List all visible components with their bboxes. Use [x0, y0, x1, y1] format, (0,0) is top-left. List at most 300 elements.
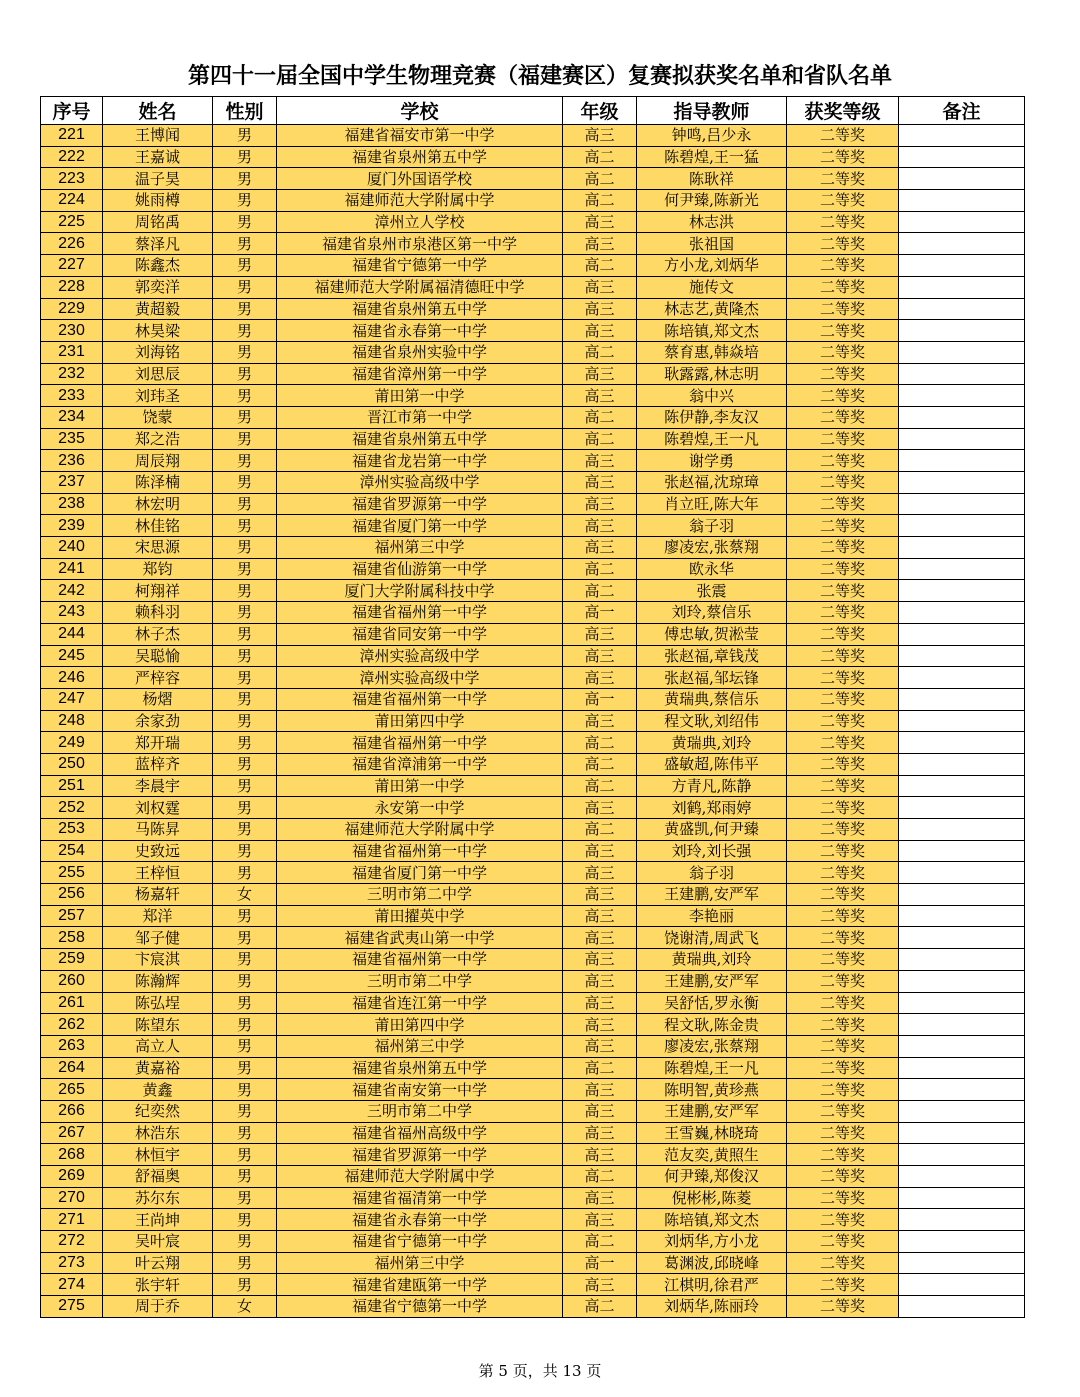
cell-grade: 高三	[563, 450, 637, 472]
cell-school: 三明市第二中学	[277, 970, 563, 992]
cell-school: 福建省福州第一中学	[277, 688, 563, 710]
table-row	[41, 927, 1025, 949]
cell-number: 236	[41, 450, 103, 472]
cell-award: 二等奖	[787, 819, 899, 841]
cell-grade: 高二	[563, 558, 637, 580]
cell-name: 陈弘埕	[103, 992, 213, 1014]
cell-grade: 高三	[563, 992, 637, 1014]
cell-school: 莆田第四中学	[277, 1014, 563, 1036]
cell-award: 二等奖	[787, 884, 899, 906]
cell-name: 舒福奥	[103, 1166, 213, 1188]
cell-number: 245	[41, 645, 103, 667]
table-row	[41, 840, 1025, 862]
table-row	[41, 819, 1025, 841]
cell-note	[899, 1166, 1025, 1188]
cell-name: 纪奕然	[103, 1100, 213, 1122]
cell-gender: 男	[213, 493, 277, 515]
cell-number: 223	[41, 168, 103, 190]
cell-award: 二等奖	[787, 558, 899, 580]
cell-grade: 高三	[563, 1144, 637, 1166]
cell-grade: 高三	[563, 1187, 637, 1209]
cell-school: 莆田擢英中学	[277, 905, 563, 927]
cell-name: 饶蒙	[103, 406, 213, 428]
cell-school: 福建省南安第一中学	[277, 1079, 563, 1101]
cell-gender: 男	[213, 450, 277, 472]
table-row	[41, 298, 1025, 320]
cell-name: 吴叶宸	[103, 1231, 213, 1253]
table-row	[41, 710, 1025, 732]
cell-note	[899, 602, 1025, 624]
cell-number: 275	[41, 1296, 103, 1318]
cell-name: 林昊梁	[103, 320, 213, 342]
table-row	[41, 862, 1025, 884]
cell-teacher: 饶谢清,周武飞	[637, 927, 787, 949]
table-row	[41, 1166, 1025, 1188]
cell-name: 陈瀚辉	[103, 970, 213, 992]
cell-name: 王尚坤	[103, 1209, 213, 1231]
cell-gender: 男	[213, 688, 277, 710]
cell-number: 256	[41, 884, 103, 906]
cell-name: 郑之浩	[103, 428, 213, 450]
cell-name: 王博闻	[103, 125, 213, 147]
cell-teacher: 张震	[637, 580, 787, 602]
cell-school: 福建省同安第一中学	[277, 623, 563, 645]
cell-number: 270	[41, 1187, 103, 1209]
cell-name: 林佳铭	[103, 515, 213, 537]
cell-teacher: 李艳丽	[637, 905, 787, 927]
cell-school: 福建省宁德第一中学	[277, 1231, 563, 1253]
cell-note	[899, 927, 1025, 949]
cell-gender: 男	[213, 298, 277, 320]
cell-note	[899, 1057, 1025, 1079]
table-row	[41, 645, 1025, 667]
cell-grade: 高三	[563, 927, 637, 949]
cell-grade: 高三	[563, 667, 637, 689]
cell-teacher: 何尹臻,郑俊汉	[637, 1166, 787, 1188]
table-row	[41, 1231, 1025, 1253]
cell-grade: 高三	[563, 472, 637, 494]
cell-teacher: 盛敏超,陈伟平	[637, 753, 787, 775]
cell-award: 二等奖	[787, 1014, 899, 1036]
cell-name: 余家劲	[103, 710, 213, 732]
cell-number: 237	[41, 472, 103, 494]
table-row	[41, 1035, 1025, 1057]
cell-gender: 男	[213, 710, 277, 732]
cell-grade: 高三	[563, 1035, 637, 1057]
cell-award: 二等奖	[787, 1209, 899, 1231]
cell-gender: 男	[213, 276, 277, 298]
cell-note	[899, 645, 1025, 667]
cell-note	[899, 623, 1025, 645]
cell-number: 243	[41, 602, 103, 624]
cell-school: 福建省福州第一中学	[277, 949, 563, 971]
cell-number: 242	[41, 580, 103, 602]
cell-number: 231	[41, 341, 103, 363]
cell-number: 225	[41, 211, 103, 233]
cell-number: 268	[41, 1144, 103, 1166]
cell-number: 271	[41, 1209, 103, 1231]
cell-note	[899, 1079, 1025, 1101]
cell-school: 福建省厦门第一中学	[277, 515, 563, 537]
cell-number: 269	[41, 1166, 103, 1188]
cell-school: 福建省泉州第五中学	[277, 146, 563, 168]
cell-name: 黄超毅	[103, 298, 213, 320]
cell-gender: 男	[213, 363, 277, 385]
cell-teacher: 范友奕,黄照生	[637, 1144, 787, 1166]
cell-number: 248	[41, 710, 103, 732]
cell-grade: 高三	[563, 125, 637, 147]
cell-note	[899, 1144, 1025, 1166]
cell-gender: 男	[213, 797, 277, 819]
table-row	[41, 233, 1025, 255]
cell-teacher: 傅忠敏,贺淞莹	[637, 623, 787, 645]
cell-school: 漳州实验高级中学	[277, 472, 563, 494]
cell-number: 267	[41, 1122, 103, 1144]
cell-name: 陈望东	[103, 1014, 213, 1036]
cell-grade: 高二	[563, 580, 637, 602]
cell-teacher: 翁中兴	[637, 385, 787, 407]
cell-award: 二等奖	[787, 298, 899, 320]
table-row	[41, 1014, 1025, 1036]
cell-gender: 男	[213, 515, 277, 537]
cell-grade: 高三	[563, 970, 637, 992]
cell-teacher: 钟鸣,吕少永	[637, 125, 787, 147]
cell-school: 莆田第一中学	[277, 385, 563, 407]
cell-school: 漳州实验高级中学	[277, 667, 563, 689]
cell-gender: 男	[213, 1079, 277, 1101]
cell-name: 宋思源	[103, 537, 213, 559]
cell-award: 二等奖	[787, 970, 899, 992]
cell-award: 二等奖	[787, 623, 899, 645]
cell-award: 二等奖	[787, 1057, 899, 1079]
cell-name: 李晨宇	[103, 775, 213, 797]
cell-grade: 高三	[563, 276, 637, 298]
column-header: 学校	[277, 97, 563, 125]
cell-number: 230	[41, 320, 103, 342]
cell-grade: 高三	[563, 623, 637, 645]
column-header: 姓名	[103, 97, 213, 125]
cell-note	[899, 710, 1025, 732]
table-row	[41, 1122, 1025, 1144]
cell-school: 福建省福州第一中学	[277, 732, 563, 754]
cell-school: 福建省泉州第五中学	[277, 298, 563, 320]
cell-gender: 男	[213, 602, 277, 624]
cell-grade: 高三	[563, 515, 637, 537]
cell-school: 福建师范大学附属中学	[277, 1166, 563, 1188]
cell-teacher: 黄瑞典,蔡信乐	[637, 688, 787, 710]
table-row	[41, 341, 1025, 363]
cell-school: 福建省泉州第五中学	[277, 428, 563, 450]
cell-note	[899, 558, 1025, 580]
cell-gender: 男	[213, 1252, 277, 1274]
cell-grade: 高三	[563, 537, 637, 559]
cell-grade: 高二	[563, 732, 637, 754]
cell-name: 林宏明	[103, 493, 213, 515]
table-row	[41, 276, 1025, 298]
cell-note	[899, 905, 1025, 927]
cell-name: 苏尔东	[103, 1187, 213, 1209]
cell-number: 259	[41, 949, 103, 971]
cell-teacher: 陈明智,黄珍燕	[637, 1079, 787, 1101]
cell-gender: 男	[213, 905, 277, 927]
cell-gender: 男	[213, 1100, 277, 1122]
cell-award: 二等奖	[787, 1144, 899, 1166]
cell-teacher: 陈碧煌,王一猛	[637, 146, 787, 168]
cell-grade: 高三	[563, 1209, 637, 1231]
cell-school: 福建省泉州第五中学	[277, 1057, 563, 1079]
cell-note	[899, 970, 1025, 992]
cell-award: 二等奖	[787, 450, 899, 472]
cell-note	[899, 515, 1025, 537]
cell-name: 王梓恒	[103, 862, 213, 884]
table-row	[41, 797, 1025, 819]
cell-number: 249	[41, 732, 103, 754]
cell-grade: 高一	[563, 602, 637, 624]
cell-note	[899, 472, 1025, 494]
cell-school: 福建省龙岩第一中学	[277, 450, 563, 472]
cell-award: 二等奖	[787, 1231, 899, 1253]
column-header: 性别	[213, 97, 277, 125]
cell-note	[899, 493, 1025, 515]
cell-note	[899, 1209, 1025, 1231]
cell-school: 福建师范大学附属中学	[277, 819, 563, 841]
cell-note	[899, 428, 1025, 450]
cell-teacher: 王建鹏,安严军	[637, 970, 787, 992]
cell-award: 二等奖	[787, 1187, 899, 1209]
table-row	[41, 1079, 1025, 1101]
table-row	[41, 623, 1025, 645]
cell-teacher: 施传文	[637, 276, 787, 298]
cell-grade: 高一	[563, 688, 637, 710]
cell-note	[899, 840, 1025, 862]
cell-number: 247	[41, 688, 103, 710]
cell-gender: 男	[213, 992, 277, 1014]
cell-teacher: 翁子羽	[637, 862, 787, 884]
cell-award: 二等奖	[787, 363, 899, 385]
cell-teacher: 刘玲,蔡信乐	[637, 602, 787, 624]
cell-number: 273	[41, 1252, 103, 1274]
cell-award: 二等奖	[787, 1166, 899, 1188]
cell-name: 严梓容	[103, 667, 213, 689]
cell-grade: 高三	[563, 211, 637, 233]
cell-name: 吴聪愉	[103, 645, 213, 667]
cell-teacher: 何尹臻,陈新光	[637, 190, 787, 212]
cell-teacher: 蔡育惠,韩焱培	[637, 341, 787, 363]
cell-note	[899, 884, 1025, 906]
cell-school: 福建省武夷山第一中学	[277, 927, 563, 949]
cell-teacher: 黄瑞典,刘玲	[637, 732, 787, 754]
cell-teacher: 刘鹤,郑雨婷	[637, 797, 787, 819]
cell-school: 福建省厦门第一中学	[277, 862, 563, 884]
cell-teacher: 翁子羽	[637, 515, 787, 537]
cell-name: 郑钧	[103, 558, 213, 580]
cell-grade: 高一	[563, 1252, 637, 1274]
cell-number: 254	[41, 840, 103, 862]
cell-award: 二等奖	[787, 255, 899, 277]
cell-number: 235	[41, 428, 103, 450]
cell-number: 224	[41, 190, 103, 212]
cell-number: 253	[41, 819, 103, 841]
cell-name: 王嘉诚	[103, 146, 213, 168]
cell-gender: 男	[213, 428, 277, 450]
cell-number: 255	[41, 862, 103, 884]
cell-grade: 高三	[563, 840, 637, 862]
table-row	[41, 558, 1025, 580]
cell-name: 郭奕洋	[103, 276, 213, 298]
cell-award: 二等奖	[787, 1035, 899, 1057]
cell-gender: 男	[213, 1209, 277, 1231]
cell-school: 福建省宁德第一中学	[277, 1296, 563, 1318]
cell-gender: 男	[213, 190, 277, 212]
cell-name: 赖科羽	[103, 602, 213, 624]
cell-grade: 高三	[563, 949, 637, 971]
cell-award: 二等奖	[787, 927, 899, 949]
cell-teacher: 张赵福,沈琼璋	[637, 472, 787, 494]
cell-award: 二等奖	[787, 146, 899, 168]
cell-award: 二等奖	[787, 1274, 899, 1296]
cell-teacher: 张赵福,章钱茂	[637, 645, 787, 667]
cell-gender: 男	[213, 320, 277, 342]
cell-award: 二等奖	[787, 862, 899, 884]
table-row	[41, 753, 1025, 775]
cell-school: 福建省福州高级中学	[277, 1122, 563, 1144]
table-row	[41, 211, 1025, 233]
cell-gender: 男	[213, 125, 277, 147]
cell-award: 二等奖	[787, 753, 899, 775]
table-header-row	[41, 97, 1025, 125]
table-row	[41, 320, 1025, 342]
cell-award: 二等奖	[787, 840, 899, 862]
table-row	[41, 1209, 1025, 1231]
table-row	[41, 1187, 1025, 1209]
cell-gender: 男	[213, 862, 277, 884]
cell-number: 262	[41, 1014, 103, 1036]
cell-number: 252	[41, 797, 103, 819]
cell-school: 福建省漳州第一中学	[277, 363, 563, 385]
cell-note	[899, 1100, 1025, 1122]
cell-grade: 高三	[563, 320, 637, 342]
cell-school: 福州第三中学	[277, 537, 563, 559]
table-row	[41, 602, 1025, 624]
cell-award: 二等奖	[787, 233, 899, 255]
cell-note	[899, 341, 1025, 363]
cell-award: 二等奖	[787, 537, 899, 559]
cell-number: 241	[41, 558, 103, 580]
cell-note	[899, 797, 1025, 819]
table-row	[41, 1100, 1025, 1122]
cell-gender: 男	[213, 1187, 277, 1209]
cell-name: 刘权霆	[103, 797, 213, 819]
cell-name: 周于乔	[103, 1296, 213, 1318]
cell-gender: 男	[213, 341, 277, 363]
cell-gender: 男	[213, 385, 277, 407]
cell-grade: 高三	[563, 884, 637, 906]
cell-award: 二等奖	[787, 667, 899, 689]
cell-name: 郑洋	[103, 905, 213, 927]
cell-school: 三明市第二中学	[277, 1100, 563, 1122]
cell-number: 229	[41, 298, 103, 320]
cell-gender: 男	[213, 406, 277, 428]
cell-note	[899, 1122, 1025, 1144]
cell-gender: 男	[213, 949, 277, 971]
table-row	[41, 1144, 1025, 1166]
cell-grade: 高三	[563, 1122, 637, 1144]
table-row	[41, 385, 1025, 407]
cell-grade: 高三	[563, 710, 637, 732]
cell-teacher: 刘炳华,方小龙	[637, 1231, 787, 1253]
cell-award: 二等奖	[787, 385, 899, 407]
cell-note	[899, 1296, 1025, 1318]
cell-gender: 男	[213, 146, 277, 168]
cell-grade: 高二	[563, 753, 637, 775]
cell-number: 232	[41, 363, 103, 385]
cell-number: 265	[41, 1079, 103, 1101]
cell-award: 二等奖	[787, 905, 899, 927]
cell-school: 福建省永春第一中学	[277, 320, 563, 342]
cell-school: 福建省建瓯第一中学	[277, 1274, 563, 1296]
column-header: 序号	[41, 97, 103, 125]
cell-teacher: 陈培镇,郑文杰	[637, 1209, 787, 1231]
cell-school: 福建省漳浦第一中学	[277, 753, 563, 775]
cell-grade: 高二	[563, 146, 637, 168]
cell-gender: 男	[213, 1274, 277, 1296]
cell-teacher: 林志艺,黄隆杰	[637, 298, 787, 320]
cell-name: 黄鑫	[103, 1079, 213, 1101]
cell-note	[899, 233, 1025, 255]
cell-grade: 高二	[563, 168, 637, 190]
cell-grade: 高二	[563, 428, 637, 450]
cell-name: 陈泽楠	[103, 472, 213, 494]
cell-school: 福建师范大学附属福清德旺中学	[277, 276, 563, 298]
cell-award: 二等奖	[787, 1079, 899, 1101]
cell-school: 福建省福安市第一中学	[277, 125, 563, 147]
cell-teacher: 陈碧煌,王一凡	[637, 1057, 787, 1079]
cell-name: 蓝梓齐	[103, 753, 213, 775]
cell-award: 二等奖	[787, 406, 899, 428]
table-row	[41, 667, 1025, 689]
cell-grade: 高三	[563, 385, 637, 407]
cell-number: 261	[41, 992, 103, 1014]
cell-award: 二等奖	[787, 276, 899, 298]
cell-award: 二等奖	[787, 341, 899, 363]
cell-gender: 男	[213, 168, 277, 190]
cell-note	[899, 688, 1025, 710]
cell-school: 福建省福州第一中学	[277, 840, 563, 862]
cell-number: 221	[41, 125, 103, 147]
table-row	[41, 450, 1025, 472]
cell-name: 姚雨樽	[103, 190, 213, 212]
cell-teacher: 王建鹏,安严军	[637, 1100, 787, 1122]
cell-gender: 男	[213, 580, 277, 602]
cell-grade: 高三	[563, 862, 637, 884]
cell-school: 福州第三中学	[277, 1252, 563, 1274]
cell-name: 周辰翔	[103, 450, 213, 472]
cell-note	[899, 862, 1025, 884]
cell-award: 二等奖	[787, 1122, 899, 1144]
cell-name: 陈鑫杰	[103, 255, 213, 277]
cell-award: 二等奖	[787, 515, 899, 537]
cell-school: 福建省福州第一中学	[277, 602, 563, 624]
cell-note	[899, 146, 1025, 168]
table-row	[41, 1252, 1025, 1274]
cell-award: 二等奖	[787, 992, 899, 1014]
cell-number: 238	[41, 493, 103, 515]
cell-award: 二等奖	[787, 580, 899, 602]
cell-gender: 女	[213, 1296, 277, 1318]
cell-school: 福建省泉州实验中学	[277, 341, 563, 363]
cell-school: 漳州立人学校	[277, 211, 563, 233]
cell-gender: 男	[213, 775, 277, 797]
